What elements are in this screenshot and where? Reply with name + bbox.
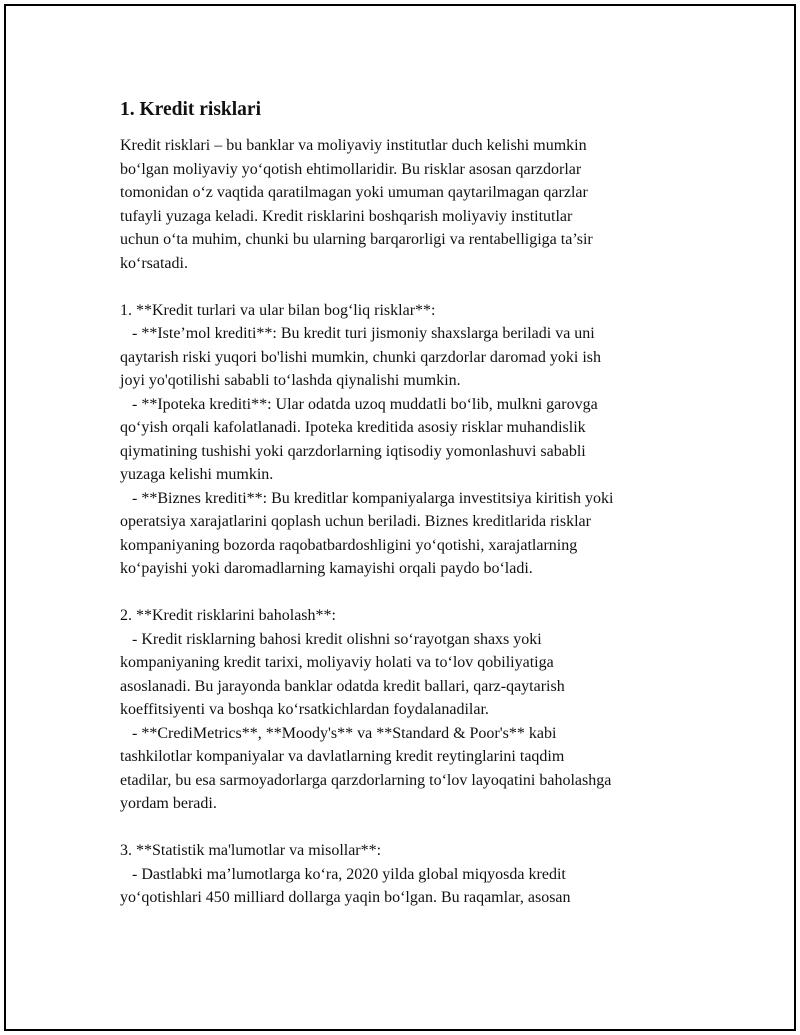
text-line: qo‘yish orqali kafolatlanadi. Ipoteka kreditida asosiy risklar muhandislik [120, 419, 586, 436]
text-line: yuzaga kelishi mumkin. [120, 466, 274, 483]
text-line: 2. **Kredit risklarini baholash**: [120, 607, 336, 624]
text-line: etadilar, bu esa sarmoyadorlarga qarzdorlarning to‘lov layoqatini baholashga [120, 771, 612, 789]
text-line: uchun o‘ta muhim, chunki bu ularning barqarorligi va rentabelligiga ta’sir [120, 231, 593, 248]
text-line: kompaniyaning kredit tarixi, moliyaviy holati va to‘lov qobiliyatiga [120, 654, 554, 671]
text-line: ko‘payishi yoki daromadlarning kamayishi orqali paydo bo‘ladi. [120, 560, 533, 577]
text-line: 1. **Kredit turlari va ular bilan bog‘liq risklar**: [120, 301, 436, 319]
text-line: - **Ipoteka krediti**: Ular odatda uzoq muddatli bo‘lib, mulkni garovga [120, 395, 598, 413]
text-line: tomonidan o‘z vaqtida qaratilmagan yoki umuman qaytarilmagan qarzlar [120, 184, 588, 201]
text-line: 3. **Statistik ma'lumotlar va misollar**: [120, 842, 382, 859]
text-line: bo‘lgan moliyaviy yo‘qotish ehtimollaridir. Bu risklar asosan qarzdorlar [120, 160, 582, 178]
text-line: - **Iste’mol krediti**: Bu kredit turi jismoniy shaxslarga beriladi va uni [120, 325, 595, 342]
text-line: tashkilotlar kompaniyalar va davlatlarning kredit reytinglarini taqdim [120, 748, 565, 765]
text-line: - **CrediMetrics**, **Moody's** va **Standard & Poor's** kabi [120, 724, 557, 742]
section-title: 1. Kredit risklari [120, 99, 262, 120]
text-line: - Kredit risklarning bahosi kredit olishni so‘rayotgan shaxs yoki [120, 630, 542, 648]
paragraph-gap [120, 275, 700, 299]
text-line: qaytarish riski yuqori bo'lishi mumkin, chunki qarzdorlar daromad yoki ish [120, 348, 602, 366]
text-line: joyi yo'qotilishi sababli to‘lashda qiynalishi mumkin. [120, 372, 461, 389]
text-line: yo‘qotishlari 450 milliard dollarga yaqin bo‘lgan. Bu raqamlar, asosan [120, 889, 571, 906]
text-line: qiymatining tushishi yoki qarzdorlarning iqtisodiy yomonlashuvi sababli [120, 442, 586, 460]
document-body [120, 96, 700, 910]
text-line: Kredit risklari – bu banklar va moliyaviy institutlar duch kelishi mumkin [120, 137, 587, 154]
text-line: asoslanadi. Bu jarayonda banklar odatda kredit ballari, qarz-qaytarish [120, 677, 565, 695]
text-line: yordam beradi. [120, 795, 217, 812]
text-line: - **Biznes krediti**: Bu kreditlar kompaniyalarga investitsiya kiritish yoki [120, 489, 614, 507]
document-text [120, 134, 700, 910]
text-line: koeffitsiyenti va boshqa ko‘rsatkichlardan foydalanadilar. [120, 701, 489, 718]
paragraph-gap [120, 816, 700, 840]
text-line: kompaniyaning bozorda raqobatbardoshligini yo‘qotishi, xarajatlarning [120, 536, 578, 554]
text-line: ko‘rsatadi. [120, 254, 188, 272]
text-line: tufayli yuzaga keladi. Kredit risklarini boshqarish moliyaviy institutlar [120, 207, 573, 225]
text-line: - Dastlabki ma’lumotlarga ko‘ra, 2020 yilda global miqyosda kredit [120, 865, 566, 883]
text-line: operatsiya xarajatlarini qoplash uchun beriladi. Biznes kreditlarida risklar [120, 513, 591, 530]
paragraph-gap [120, 581, 700, 605]
document-page [4, 4, 796, 1031]
